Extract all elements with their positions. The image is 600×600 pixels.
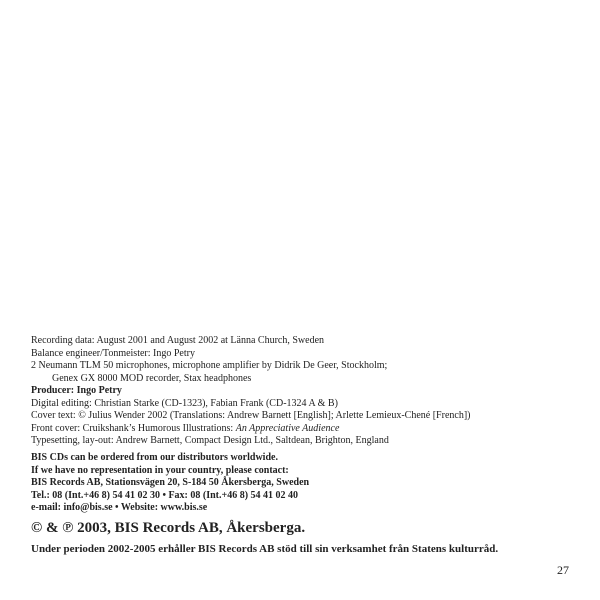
recording-data: Recording data: August 2001 and August 2002 at Länna Church, Sweden — [31, 335, 325, 346]
email-website: e-mail: info@bis.se • Website: www.bis.se — [31, 502, 208, 513]
front-cover-label: Front cover: Cruikshank’s Humorous Illustrations: — [31, 422, 236, 434]
funding-note: Under perioden 2002-2005 erhåller BIS Records AB stöd till sin verksamhet från Statens kulturråd. — [31, 543, 499, 555]
contact-note: If we have no representation in your country, please contact: — [31, 464, 289, 476]
front-cover — [31, 423, 470, 436]
cover-text: Cover text: © Julius Wender 2002 (Translations: Andrew Barnett [English]; Arlette Lemieux-Chené [French]) — [31, 410, 471, 421]
address: BIS Records AB, Stationsvägen 20, S-184 50 Åkersberga, Sweden — [31, 477, 310, 488]
typesetting: Typesetting, lay-out: Andrew Barnett, Compact Design Ltd., Saltdean, Brighton, England — [31, 435, 389, 446]
copyright-notice: © & ℗ 2003, BIS Records AB, Åkersberga. — [31, 520, 306, 536]
equipment-continued: Genex GX 8000 MOD recorder, Stax headphones — [52, 372, 252, 384]
distributors-note: BIS CDs can be ordered from our distributors worldwide. — [31, 452, 278, 463]
page-number: 27 — [557, 563, 569, 577]
contact-info — [31, 452, 309, 515]
phone-fax: Tel.: 08 (Int.+46 8) 54 41 02 30 • Fax: 08 (Int.+46 8) 54 41 02 40 — [31, 489, 299, 501]
recording-credits — [31, 335, 470, 448]
digital-editing: Digital editing: Christian Starke (CD-1323), Fabian Frank (CD-1324 A & B) — [31, 397, 338, 409]
front-cover-title: An Appreciative Audience — [235, 422, 340, 434]
equipment: 2 Neumann TLM 50 microphones, microphone amplifier by Didrik De Geer, Stockholm; — [31, 360, 388, 371]
producer: Producer: Ingo Petry — [31, 385, 122, 396]
balance-engineer: Balance engineer/Tonmeister: Ingo Petry — [31, 347, 195, 359]
